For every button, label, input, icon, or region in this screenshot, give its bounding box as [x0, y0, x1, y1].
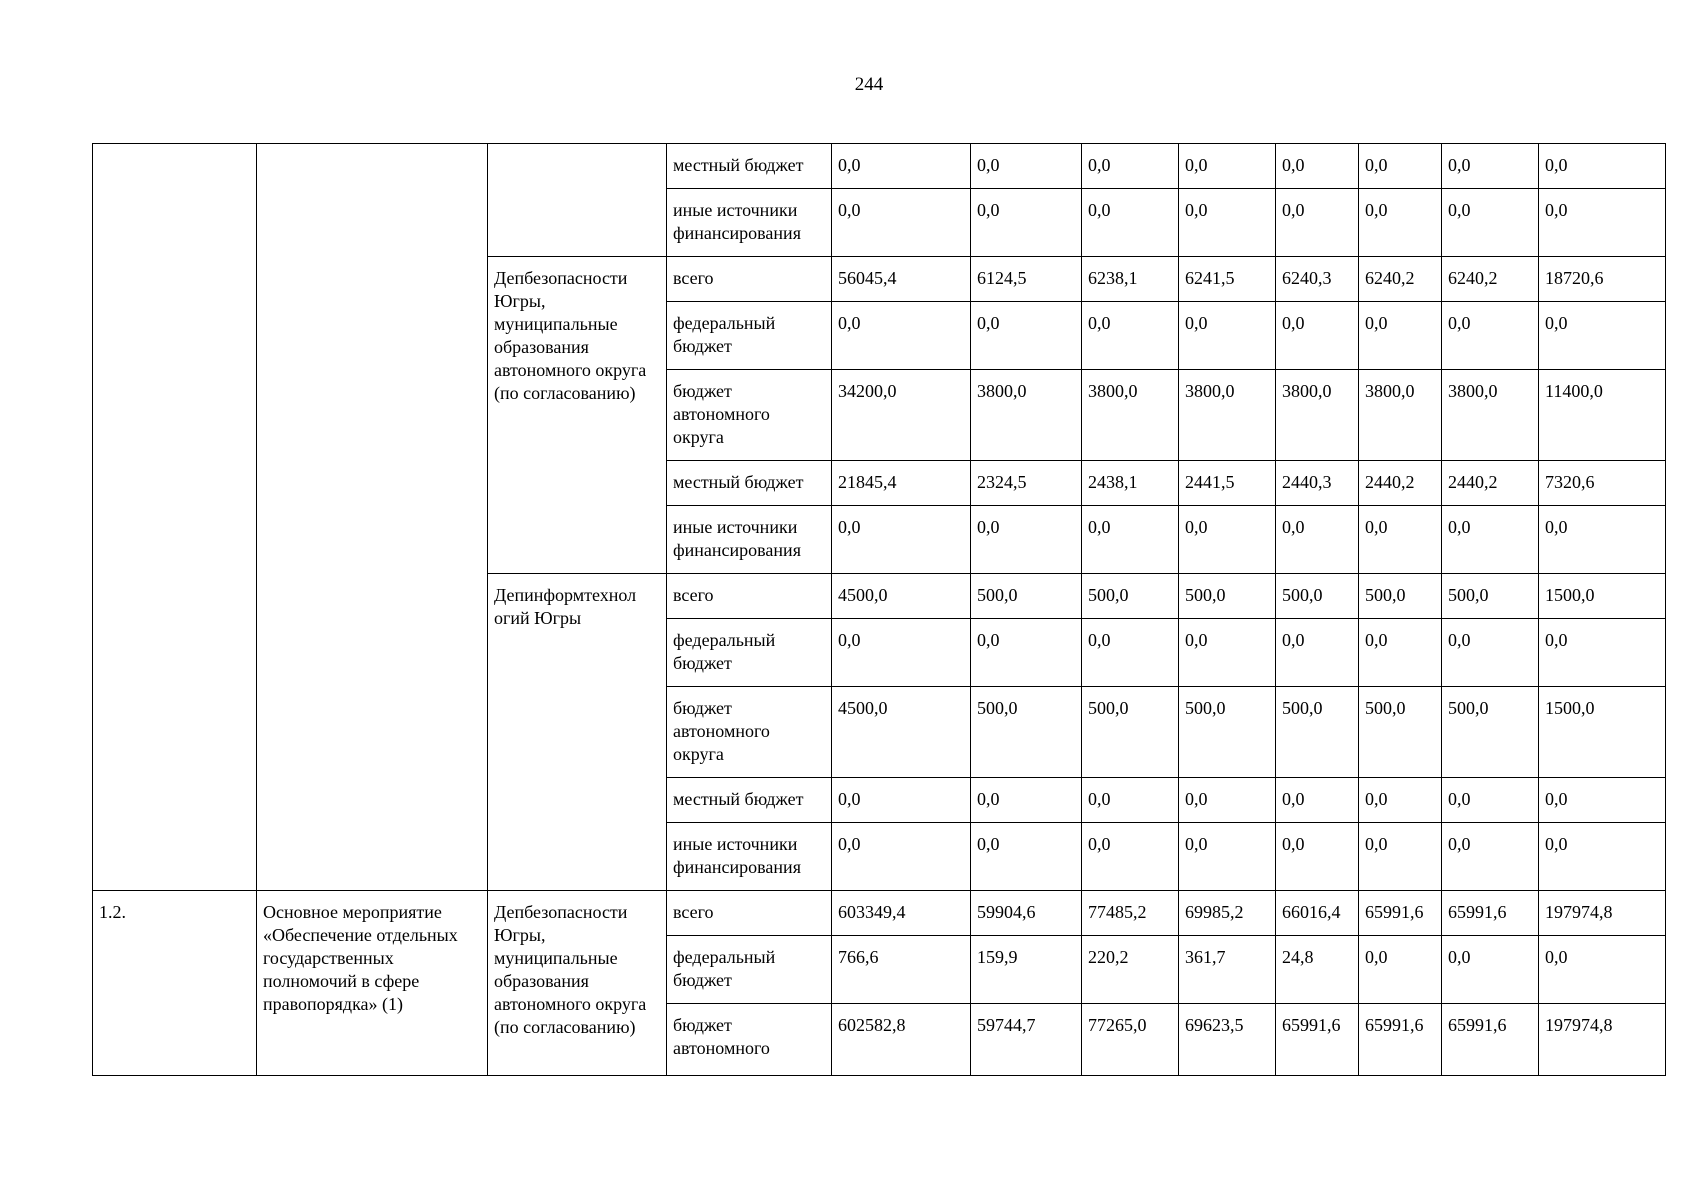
amount-cell: 0,0 [1359, 619, 1442, 687]
amount-cell: 0,0 [832, 189, 971, 257]
amount-cell: 3800,0 [1179, 370, 1276, 461]
amount-cell: 0,0 [1359, 778, 1442, 823]
amount-cell: 500,0 [1082, 687, 1179, 778]
funding-source-cell: местный бюджет [667, 461, 832, 506]
amount-cell: 0,0 [1442, 189, 1539, 257]
amount-cell: 0,0 [1082, 302, 1179, 370]
amount-cell: 2441,5 [1179, 461, 1276, 506]
amount-cell: 0,0 [1539, 506, 1666, 574]
amount-cell: 6238,1 [1082, 257, 1179, 302]
amount-cell: 65991,6 [1276, 1004, 1359, 1076]
funding-source-cell: местный бюджет [667, 778, 832, 823]
amount-cell: 197974,8 [1539, 891, 1666, 936]
amount-cell: 0,0 [1276, 778, 1359, 823]
page-number: 244 [854, 74, 884, 95]
amount-cell: 77485,2 [1082, 891, 1179, 936]
amount-cell: 2440,3 [1276, 461, 1359, 506]
amount-cell: 6241,5 [1179, 257, 1276, 302]
amount-cell: 0,0 [1539, 619, 1666, 687]
amount-cell: 0,0 [1359, 144, 1442, 189]
amount-cell: 0,0 [1539, 936, 1666, 1004]
amount-cell: 0,0 [1276, 506, 1359, 574]
activity-cell [257, 144, 488, 891]
amount-cell: 0,0 [1082, 144, 1179, 189]
amount-cell: 0,0 [1179, 144, 1276, 189]
amount-cell: 500,0 [1276, 574, 1359, 619]
amount-cell: 2438,1 [1082, 461, 1179, 506]
amount-cell: 0,0 [832, 619, 971, 687]
amount-cell: 2324,5 [971, 461, 1082, 506]
amount-cell: 602582,8 [832, 1004, 971, 1076]
amount-cell: 34200,0 [832, 370, 971, 461]
executor-cell: Депбезопасности Югры, муниципальные образования автономного округа (по согласованию) [488, 257, 667, 574]
amount-cell: 220,2 [1082, 936, 1179, 1004]
amount-cell: 159,9 [971, 936, 1082, 1004]
executor-cell [488, 144, 667, 257]
amount-cell: 0,0 [1359, 823, 1442, 891]
amount-cell: 0,0 [1082, 189, 1179, 257]
amount-cell: 2440,2 [1442, 461, 1539, 506]
amount-cell: 0,0 [1179, 823, 1276, 891]
amount-cell: 0,0 [1179, 189, 1276, 257]
amount-cell: 0,0 [1359, 189, 1442, 257]
amount-cell: 500,0 [971, 687, 1082, 778]
amount-cell: 0,0 [1276, 619, 1359, 687]
amount-cell: 500,0 [1276, 687, 1359, 778]
amount-cell: 3800,0 [1082, 370, 1179, 461]
item-number-cell: 1.2. [93, 891, 257, 1076]
amount-cell: 21845,4 [832, 461, 971, 506]
amount-cell: 6240,2 [1359, 257, 1442, 302]
funding-source-cell: местный бюджет [667, 144, 832, 189]
amount-cell: 1500,0 [1539, 687, 1666, 778]
amount-cell: 18720,6 [1539, 257, 1666, 302]
funding-source-cell: федеральный бюджет [667, 936, 832, 1004]
amount-cell: 0,0 [971, 823, 1082, 891]
amount-cell: 2440,2 [1359, 461, 1442, 506]
amount-cell: 0,0 [1179, 302, 1276, 370]
amount-cell: 0,0 [1179, 619, 1276, 687]
amount-cell: 6124,5 [971, 257, 1082, 302]
amount-cell: 0,0 [832, 144, 971, 189]
amount-cell: 0,0 [832, 302, 971, 370]
amount-cell: 66016,4 [1276, 891, 1359, 936]
amount-cell: 3800,0 [1359, 370, 1442, 461]
financing-table [92, 143, 1666, 1076]
amount-cell: 6240,2 [1442, 257, 1539, 302]
amount-cell: 3800,0 [971, 370, 1082, 461]
amount-cell: 65991,6 [1442, 891, 1539, 936]
amount-cell: 0,0 [971, 189, 1082, 257]
amount-cell: 0,0 [1539, 144, 1666, 189]
amount-cell: 766,6 [832, 936, 971, 1004]
amount-cell: 69985,2 [1179, 891, 1276, 936]
amount-cell: 0,0 [1442, 619, 1539, 687]
amount-cell: 0,0 [971, 619, 1082, 687]
amount-cell: 500,0 [1082, 574, 1179, 619]
funding-source-cell: всего [667, 891, 832, 936]
amount-cell: 0,0 [1082, 823, 1179, 891]
amount-cell: 0,0 [1179, 506, 1276, 574]
amount-cell: 0,0 [1359, 506, 1442, 574]
amount-cell: 24,8 [1276, 936, 1359, 1004]
funding-source-cell: федеральный бюджет [667, 619, 832, 687]
amount-cell: 197974,8 [1539, 1004, 1666, 1076]
amount-cell: 0,0 [971, 144, 1082, 189]
funding-source-cell: иные источники финансирования [667, 823, 832, 891]
table-row [93, 891, 1666, 936]
amount-cell: 11400,0 [1539, 370, 1666, 461]
amount-cell: 361,7 [1179, 936, 1276, 1004]
amount-cell: 65991,6 [1359, 1004, 1442, 1076]
amount-cell: 0,0 [1442, 778, 1539, 823]
amount-cell: 56045,4 [832, 257, 971, 302]
amount-cell: 6240,3 [1276, 257, 1359, 302]
amount-cell: 0,0 [1276, 189, 1359, 257]
amount-cell: 0,0 [1442, 936, 1539, 1004]
amount-cell: 0,0 [1276, 302, 1359, 370]
amount-cell: 0,0 [1539, 778, 1666, 823]
amount-cell: 603349,4 [832, 891, 971, 936]
amount-cell: 500,0 [1359, 687, 1442, 778]
funding-source-cell: всего [667, 257, 832, 302]
amount-cell: 0,0 [971, 506, 1082, 574]
amount-cell: 0,0 [971, 778, 1082, 823]
amount-cell: 0,0 [1539, 189, 1666, 257]
amount-cell: 0,0 [1539, 302, 1666, 370]
funding-source-cell: бюджет автономного [667, 1004, 832, 1076]
amount-cell: 500,0 [1442, 574, 1539, 619]
amount-cell: 4500,0 [832, 687, 971, 778]
funding-source-cell: федеральный бюджет [667, 302, 832, 370]
item-number-cell [93, 144, 257, 891]
amount-cell: 3800,0 [1276, 370, 1359, 461]
amount-cell: 0,0 [832, 506, 971, 574]
table-row [93, 144, 1666, 189]
amount-cell: 500,0 [1359, 574, 1442, 619]
amount-cell: 65991,6 [1442, 1004, 1539, 1076]
amount-cell: 59904,6 [971, 891, 1082, 936]
amount-cell: 0,0 [832, 823, 971, 891]
table-body [93, 144, 1666, 1076]
amount-cell: 4500,0 [832, 574, 971, 619]
amount-cell: 0,0 [832, 778, 971, 823]
amount-cell: 0,0 [1359, 936, 1442, 1004]
amount-cell: 0,0 [971, 302, 1082, 370]
funding-source-cell: иные источники финансирования [667, 189, 832, 257]
amount-cell: 500,0 [1179, 574, 1276, 619]
amount-cell: 0,0 [1082, 778, 1179, 823]
amount-cell: 69623,5 [1179, 1004, 1276, 1076]
executor-cell: Депинформтехнол огий Югры [488, 574, 667, 891]
amount-cell: 0,0 [1359, 302, 1442, 370]
amount-cell: 7320,6 [1539, 461, 1666, 506]
amount-cell: 500,0 [1179, 687, 1276, 778]
amount-cell: 77265,0 [1082, 1004, 1179, 1076]
funding-source-cell: иные источники финансирования [667, 506, 832, 574]
funding-source-cell: всего [667, 574, 832, 619]
amount-cell: 0,0 [1539, 823, 1666, 891]
funding-source-cell: бюджет автономного округа [667, 370, 832, 461]
amount-cell: 0,0 [1442, 144, 1539, 189]
amount-cell: 0,0 [1442, 302, 1539, 370]
amount-cell: 3800,0 [1442, 370, 1539, 461]
amount-cell: 0,0 [1179, 778, 1276, 823]
amount-cell: 500,0 [1442, 687, 1539, 778]
amount-cell: 0,0 [1442, 506, 1539, 574]
amount-cell: 0,0 [1082, 506, 1179, 574]
activity-cell: Основное мероприятие «Обеспечение отдельных государственных полномочий в сфере правопорядка» (1) [257, 891, 488, 1076]
amount-cell: 1500,0 [1539, 574, 1666, 619]
amount-cell: 0,0 [1276, 823, 1359, 891]
amount-cell: 0,0 [1082, 619, 1179, 687]
amount-cell: 500,0 [971, 574, 1082, 619]
executor-cell: Депбезопасности Югры, муниципальные образования автономного округа (по согласованию) [488, 891, 667, 1076]
funding-source-cell: бюджет автономного округа [667, 687, 832, 778]
amount-cell: 59744,7 [971, 1004, 1082, 1076]
amount-cell: 65991,6 [1359, 891, 1442, 936]
amount-cell: 0,0 [1442, 823, 1539, 891]
amount-cell: 0,0 [1276, 144, 1359, 189]
